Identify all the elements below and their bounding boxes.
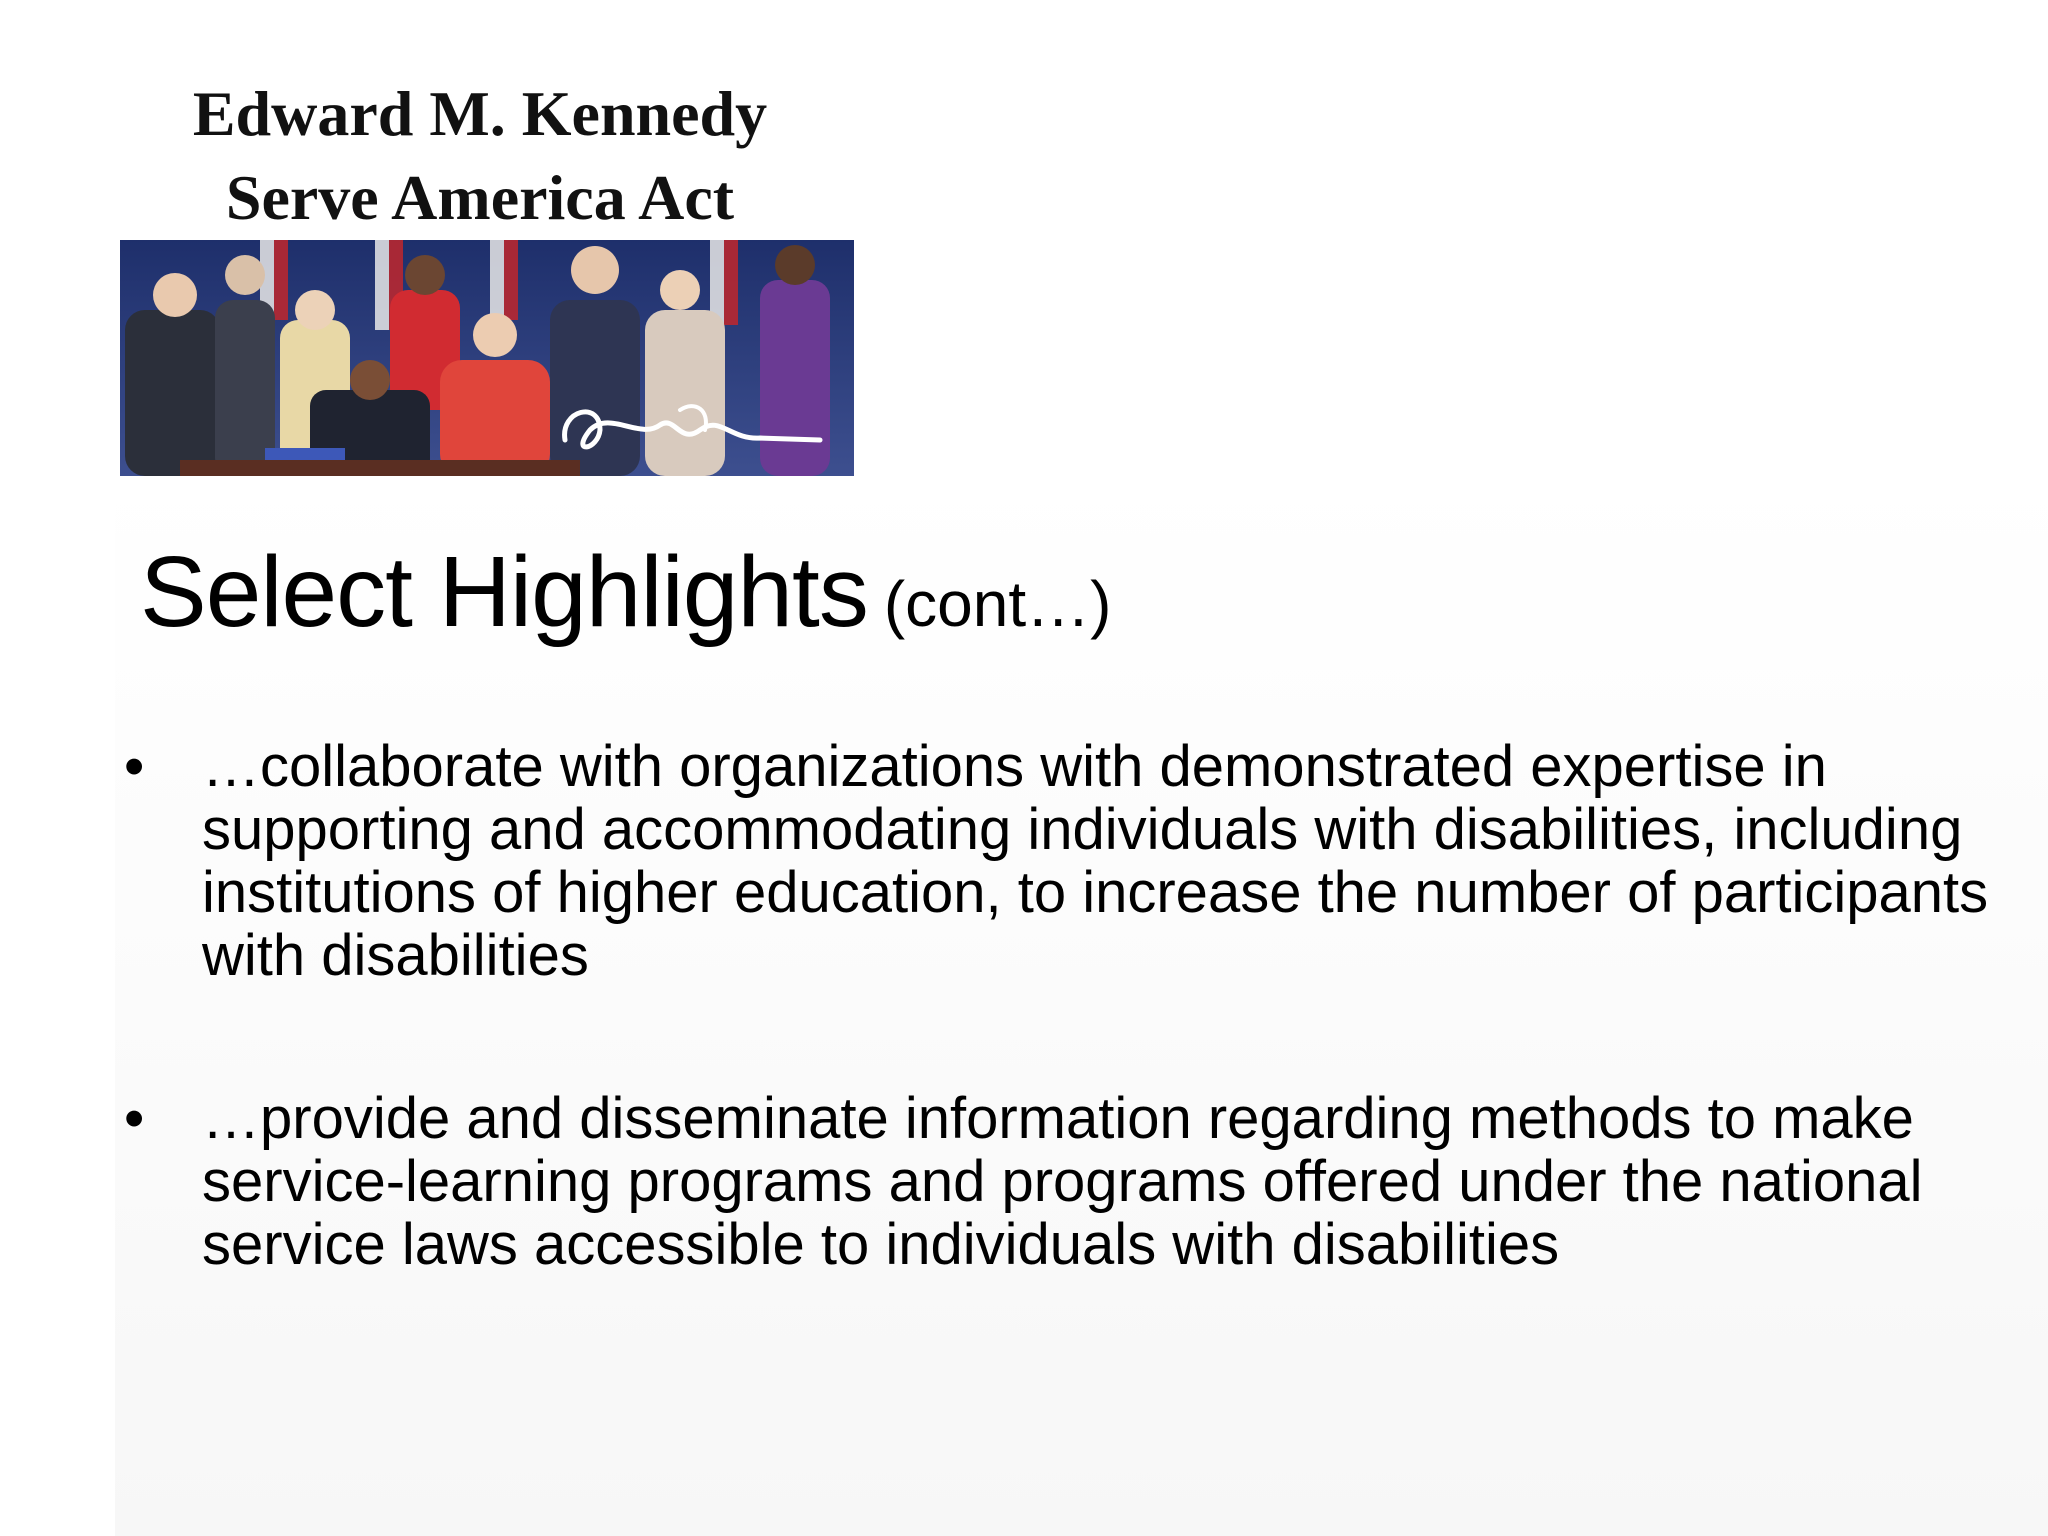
photo-illustration <box>120 240 854 476</box>
section-title <box>140 535 1111 650</box>
signing-ceremony-photo <box>120 240 854 476</box>
bullet-icon: • <box>124 1086 145 1151</box>
bullet-text: …collaborate with organizations with demonstrated expertise in supporting and accommodating individuals with disabilities, including institutions of higher education, to increase the number of participants with disabilities <box>202 734 1989 988</box>
act-title <box>120 72 840 240</box>
list-item <box>120 1087 2000 1276</box>
bullet-icon: • <box>124 734 145 799</box>
bullet-text: …provide and disseminate information regarding methods to make service-learning programs and programs offered under the national service laws accessible to individuals with disabilities <box>202 1086 1923 1277</box>
section-title-suffix: (cont…) <box>883 568 1112 640</box>
highlights-list <box>120 735 2000 1376</box>
section-title-main: Select Highlights <box>140 536 868 648</box>
act-title-line1: Edward M. Kennedy <box>192 78 768 149</box>
list-item <box>120 735 2000 987</box>
act-title-line2: Serve America Act <box>225 162 735 233</box>
